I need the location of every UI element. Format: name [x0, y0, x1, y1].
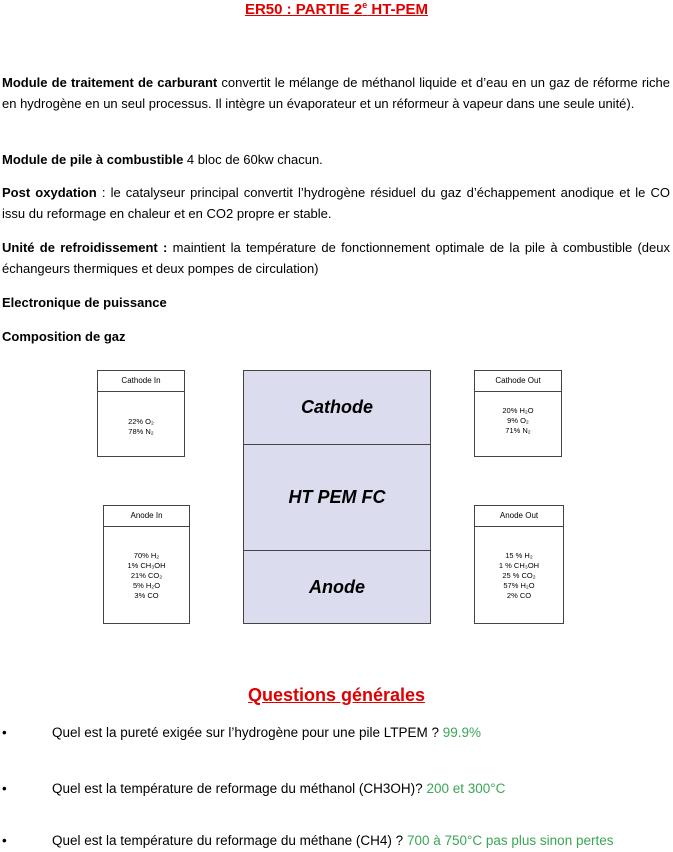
anode-out-header: Anode Out — [475, 506, 563, 527]
cathode-layer: Cathode — [243, 370, 431, 445]
section-gas-composition: Composition de gaz — [2, 329, 126, 344]
anode-out-line: 25 % CO₂ — [502, 571, 536, 580]
cathode-in-box — [97, 370, 185, 457]
answer-text: 200 et 300°C — [426, 781, 506, 796]
anode-out-line: 1 % CH₃OH — [498, 561, 540, 570]
question-text: Quel est la température de reformage du méthanol (CH3OH)? — [52, 781, 427, 796]
section-fuel-cell-module: Module de pile à combustible 4 bloc de 60kw chacun. — [2, 152, 323, 167]
fuel-cell-layer: HT PEM FC — [243, 444, 431, 551]
page-title: ER50 : PARTIE 2e HT-PEM — [244, 0, 429, 18]
cathode-out-header: Cathode Out — [475, 371, 561, 392]
answer-text: 700 à 750°C pas plus sinon pertes — [406, 833, 614, 848]
anode-in-header: Anode In — [104, 506, 189, 527]
bullet: • — [2, 781, 7, 796]
bullet: • — [2, 833, 7, 848]
anode-out-box — [474, 505, 564, 624]
anode-in-box — [103, 505, 190, 624]
section-fuel-processing: Module de traitement de carburant convertit le mélange de méthanol liquide et d’eau en un gaz de réforme riche en hydrogène en un seul processus. Il intègre un évaporateur et un réformeur à vapeur dans une seule unité). — [2, 75, 670, 111]
cathode-in-line: 22% O₂ — [128, 417, 154, 426]
anode-in-line: 5% H₂O — [132, 581, 161, 590]
question-text: Quel est la pureté exigée sur l’hydrogène pour une pile LTPEM ? — [52, 725, 443, 740]
anode-in-line: 3% CO — [134, 591, 159, 600]
section-power-electronics: Electronique de puissance — [2, 295, 167, 310]
anode-layer: Anode — [243, 550, 431, 624]
anode-in-line: 1% CH₃OH — [127, 561, 166, 570]
question-text: Quel est la température du reformage du méthane (CH4) ? — [52, 833, 407, 848]
anode-out-line: 57% H₂O — [503, 581, 535, 590]
cathode-out-line: 9% O₂ — [507, 416, 529, 425]
section-post-oxidation: Post oxydation : le catalyseur principal convertit l’hydrogène résiduel du gaz d’échappement anodique et le CO issu du reformage en chaleur et en CO2 propre er stable. — [2, 185, 670, 221]
section-cooling-unit: Unité de refroidissement : maintient la température de fonctionnement optimale de la pile à combustible (deux échangeurs thermiques et deux pompes de circulation) — [2, 240, 670, 276]
cathode-in-line: 78% N₂ — [128, 427, 154, 436]
anode-in-line: 21% CO₂ — [130, 571, 163, 580]
cathode-out-line: 71% N₂ — [505, 426, 531, 435]
anode-in-line: 70% H₂ — [133, 551, 160, 560]
answer-text: 99.9% — [442, 725, 482, 740]
cathode-out-line: 20% H₂O — [502, 406, 534, 415]
bullet: • — [2, 725, 7, 740]
anode-out-line: 15 % H₂ — [505, 551, 533, 560]
cathode-out-box — [474, 370, 562, 457]
cathode-in-header: Cathode In — [98, 371, 184, 392]
questions-title: Questions générales — [247, 685, 426, 705]
anode-out-line: 2% CO — [506, 591, 532, 600]
